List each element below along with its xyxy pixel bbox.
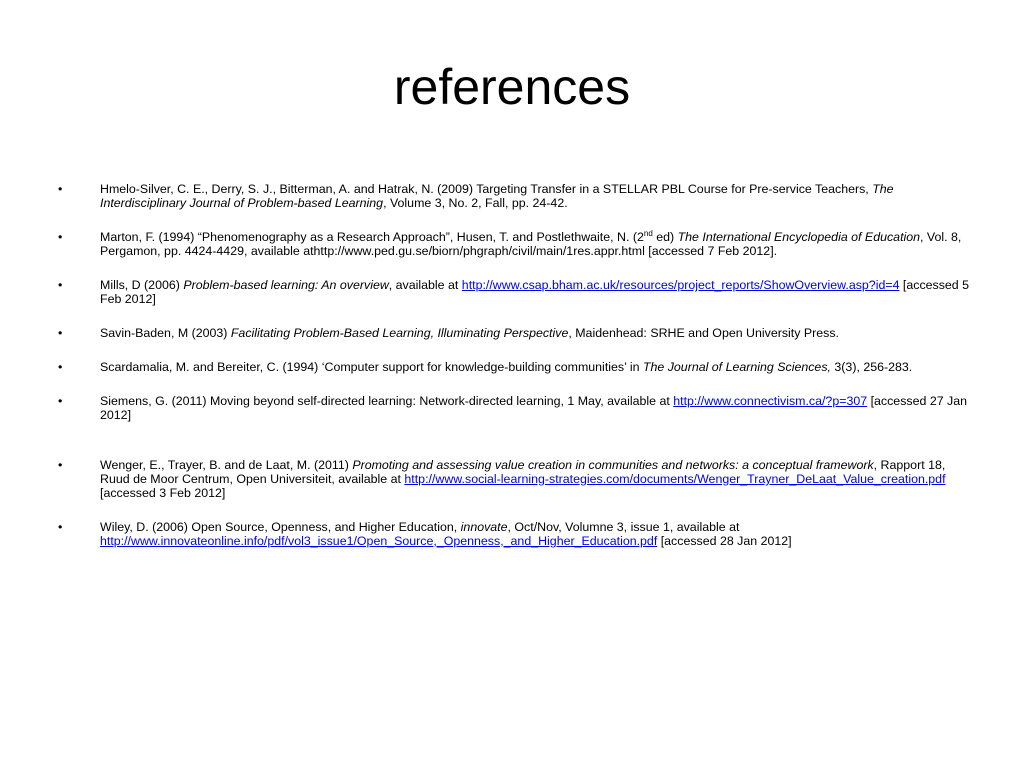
reference-segment: Hmelo-Silver, C. E., Derry, S. J., Bitterman, A. and Hatrak, N. (2009) Targeting Transfer in a STELLAR PBL Course for Pre-service Teachers, — [100, 182, 873, 196]
bullet-icon: • — [58, 394, 63, 408]
reference-title: Promoting and assessing value creation in communities and networks: a conceptual framework — [352, 458, 874, 472]
reference-segment: Marton, F. (1994) “Phenomenography as a Research Approach”, Husen, T. and Postlethwaite, N. (2 — [100, 230, 644, 244]
bullet-icon: • — [58, 326, 63, 340]
reference-title: The International Encyclopedia of Education — [677, 230, 921, 244]
reference-segment: , Volume 3, No. 2, Fall, pp. 24-42. — [383, 196, 568, 210]
reference-title: Problem-based learning: An overview — [183, 278, 389, 292]
reference-segment: , Rapport 18, Ruud de Moor Centrum, Open Universiteit, available at — [100, 458, 946, 486]
reference-segment: Mills, D (2006) — [100, 278, 184, 292]
reference-text — [100, 394, 970, 422]
reference-text — [100, 360, 970, 374]
reference-segment: Siemens, G. (2011) Moving beyond self-directed learning: Network-directed learning, 1 May, available at — [100, 394, 674, 408]
reference-segment: Wenger, E., Trayer, B. and de Laat, M. (2011) — [100, 458, 353, 472]
reference-link[interactable]: http://www.innovateonline.info/pdf/vol3_issue1/Open_Source,_Openness,_and_Higher_Education.pdf — [100, 534, 658, 548]
reference-text — [100, 230, 970, 258]
reference-segment: , available at — [388, 278, 462, 292]
bullet-icon: • — [58, 520, 63, 534]
bullet-icon: • — [58, 182, 63, 196]
bullet-icon: • — [58, 278, 63, 292]
reference-segment: , Vol. 8, Pergamon, pp. 4424-4429, available athttp://www.ped.gu.se/biorn/phgraph/civil/main/1res.appr.html [accessed 7 Feb 2012]. — [100, 230, 962, 258]
reference-text — [100, 326, 970, 340]
reference-segment: [accessed 27 Jan 2012] — [100, 394, 968, 422]
reference-segment: [accessed 5 Feb 2012] — [100, 278, 970, 306]
reference-title: innovate — [460, 520, 508, 534]
reference-link[interactable]: http://www.csap.bham.ac.uk/resources/project_reports/ShowOverview.asp?id=4 — [461, 278, 900, 292]
reference-title: Facilitating Problem-Based Learning, Illuminating Perspective — [230, 326, 569, 340]
reference-text — [100, 278, 970, 306]
superscript: nd — [643, 228, 653, 238]
reference-segment: [accessed 28 Jan 2012] — [657, 534, 792, 548]
reference-segment: Scardamalia, M. and Bereiter, C. (1994) ‘Computer support for knowledge-building communities’ in — [100, 360, 643, 374]
bullet-icon: • — [58, 360, 63, 374]
reference-link[interactable]: http://www.social-learning-strategies.com/documents/Wenger_Trayner_DeLaat_Value_creation.pdf — [404, 472, 946, 486]
reference-text — [100, 520, 970, 548]
reference-title: The Interdisciplinary Journal of Problem-based Learning — [100, 182, 894, 210]
reference-link[interactable]: http://www.connectivism.ca/?p=307 — [673, 394, 868, 408]
bullet-icon: • — [58, 458, 63, 472]
reference-text — [100, 458, 970, 500]
reference-segment: Wiley, D. (2006) Open Source, Openness, and Higher Education, — [100, 520, 461, 534]
slide-title: references — [393, 59, 631, 115]
reference-title: The Journal of Learning Sciences, — [642, 360, 831, 374]
bullet-icon: • — [58, 230, 63, 244]
reference-segment: 3(3), 256-283. — [830, 360, 913, 374]
reference-segment: , Oct/Nov, Volumne 3, issue 1, available at — [507, 520, 740, 534]
reference-segment: [accessed 3 Feb 2012] — [100, 486, 226, 500]
reference-segment: ed) — [652, 230, 678, 244]
reference-segment: , Maidenhead: SRHE and Open University Press. — [568, 326, 840, 340]
reference-text — [100, 182, 970, 210]
reference-segment: Savin-Baden, M (2003) — [100, 326, 231, 340]
